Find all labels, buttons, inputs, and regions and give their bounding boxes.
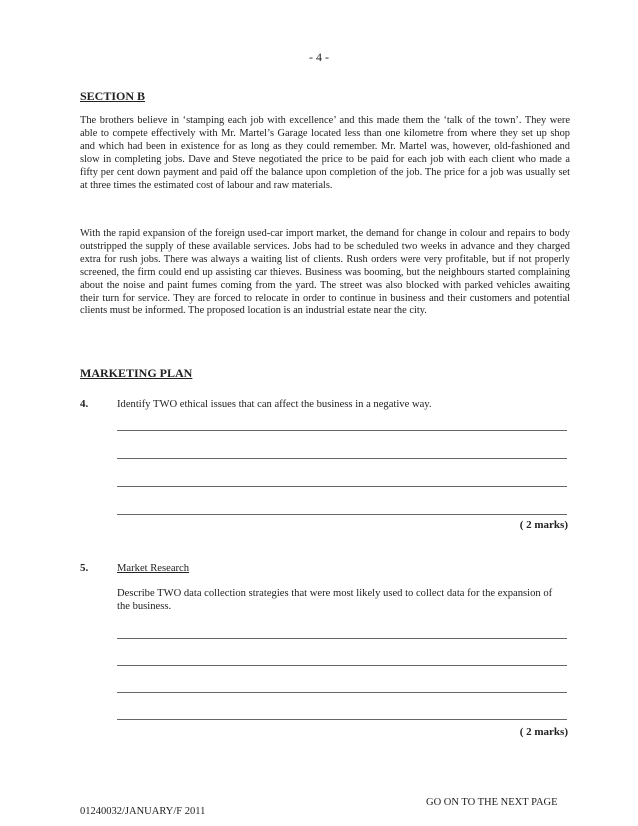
answer-line[interactable]	[117, 430, 567, 431]
case-paragraph-1: The brothers believe in ‘stamping each job with excellence’ and this made them the ‘talk of the town’. They were able to compete effectively with Mr. Martel’s Garage located less than one kilometre from where they set up shop and which had been in existence for as long as they could remember. Mr. Martel was, however, old-fashioned and slow in completing jobs. Dave and Steve negotiated the price to be paid for each job with each client who made a fifty per cent down payment and paid off the balance upon completion of the job. The price for a job was usually set at three times the estimated cost of labour and raw materials.	[80, 115, 570, 191]
answer-line[interactable]	[117, 665, 567, 666]
question-5-text: Describe TWO data collection strategies that were most likely used to collect data for the expansion of the business.	[117, 588, 553, 612]
question-5-marks: ( 2 marks)	[519, 726, 568, 738]
paper-code: 01240032/JANUARY/F 2011	[80, 806, 206, 817]
case-paragraph-2: With the rapid expansion of the foreign used-car import market, the demand for change in colour and repairs to body outstripped the supply of these available services. Jobs had to be scheduled two weeks in advance and they charged extra for rush jobs. There was always a waiting list of clients. Rush orders were very profitable, but if not properly screened, the firm could end up assisting car thieves. Business was booming, but the neighbours started complaining about the noise and paint fumes coming from the yard. The street was also blocked with parked vehicles awaiting their turn for service. They are forced to relocate in order to continue in business and their customers and potential clients must be informed. The proposed location is an industrial estate near the city.	[80, 228, 570, 317]
go-on-next-page: GO ON TO THE NEXT PAGE	[426, 797, 558, 808]
question-4-number: 4.	[80, 398, 89, 410]
marketing-plan-heading: MARKETING PLAN	[80, 366, 193, 380]
answer-line[interactable]	[117, 638, 567, 639]
question-4-marks: ( 2 marks)	[519, 519, 568, 531]
section-title: SECTION B	[80, 89, 146, 103]
question-4-text: Identify TWO ethical issues that can affect the business in a negative way.	[117, 399, 432, 410]
answer-line[interactable]	[117, 692, 567, 693]
answer-line[interactable]	[117, 514, 567, 515]
page-number: - 4 -	[309, 50, 329, 64]
question-5-number: 5.	[80, 562, 89, 574]
answer-line[interactable]	[117, 458, 567, 459]
answer-line[interactable]	[117, 719, 567, 720]
question-5-title: Market Research	[117, 563, 190, 574]
answer-line[interactable]	[117, 486, 567, 487]
